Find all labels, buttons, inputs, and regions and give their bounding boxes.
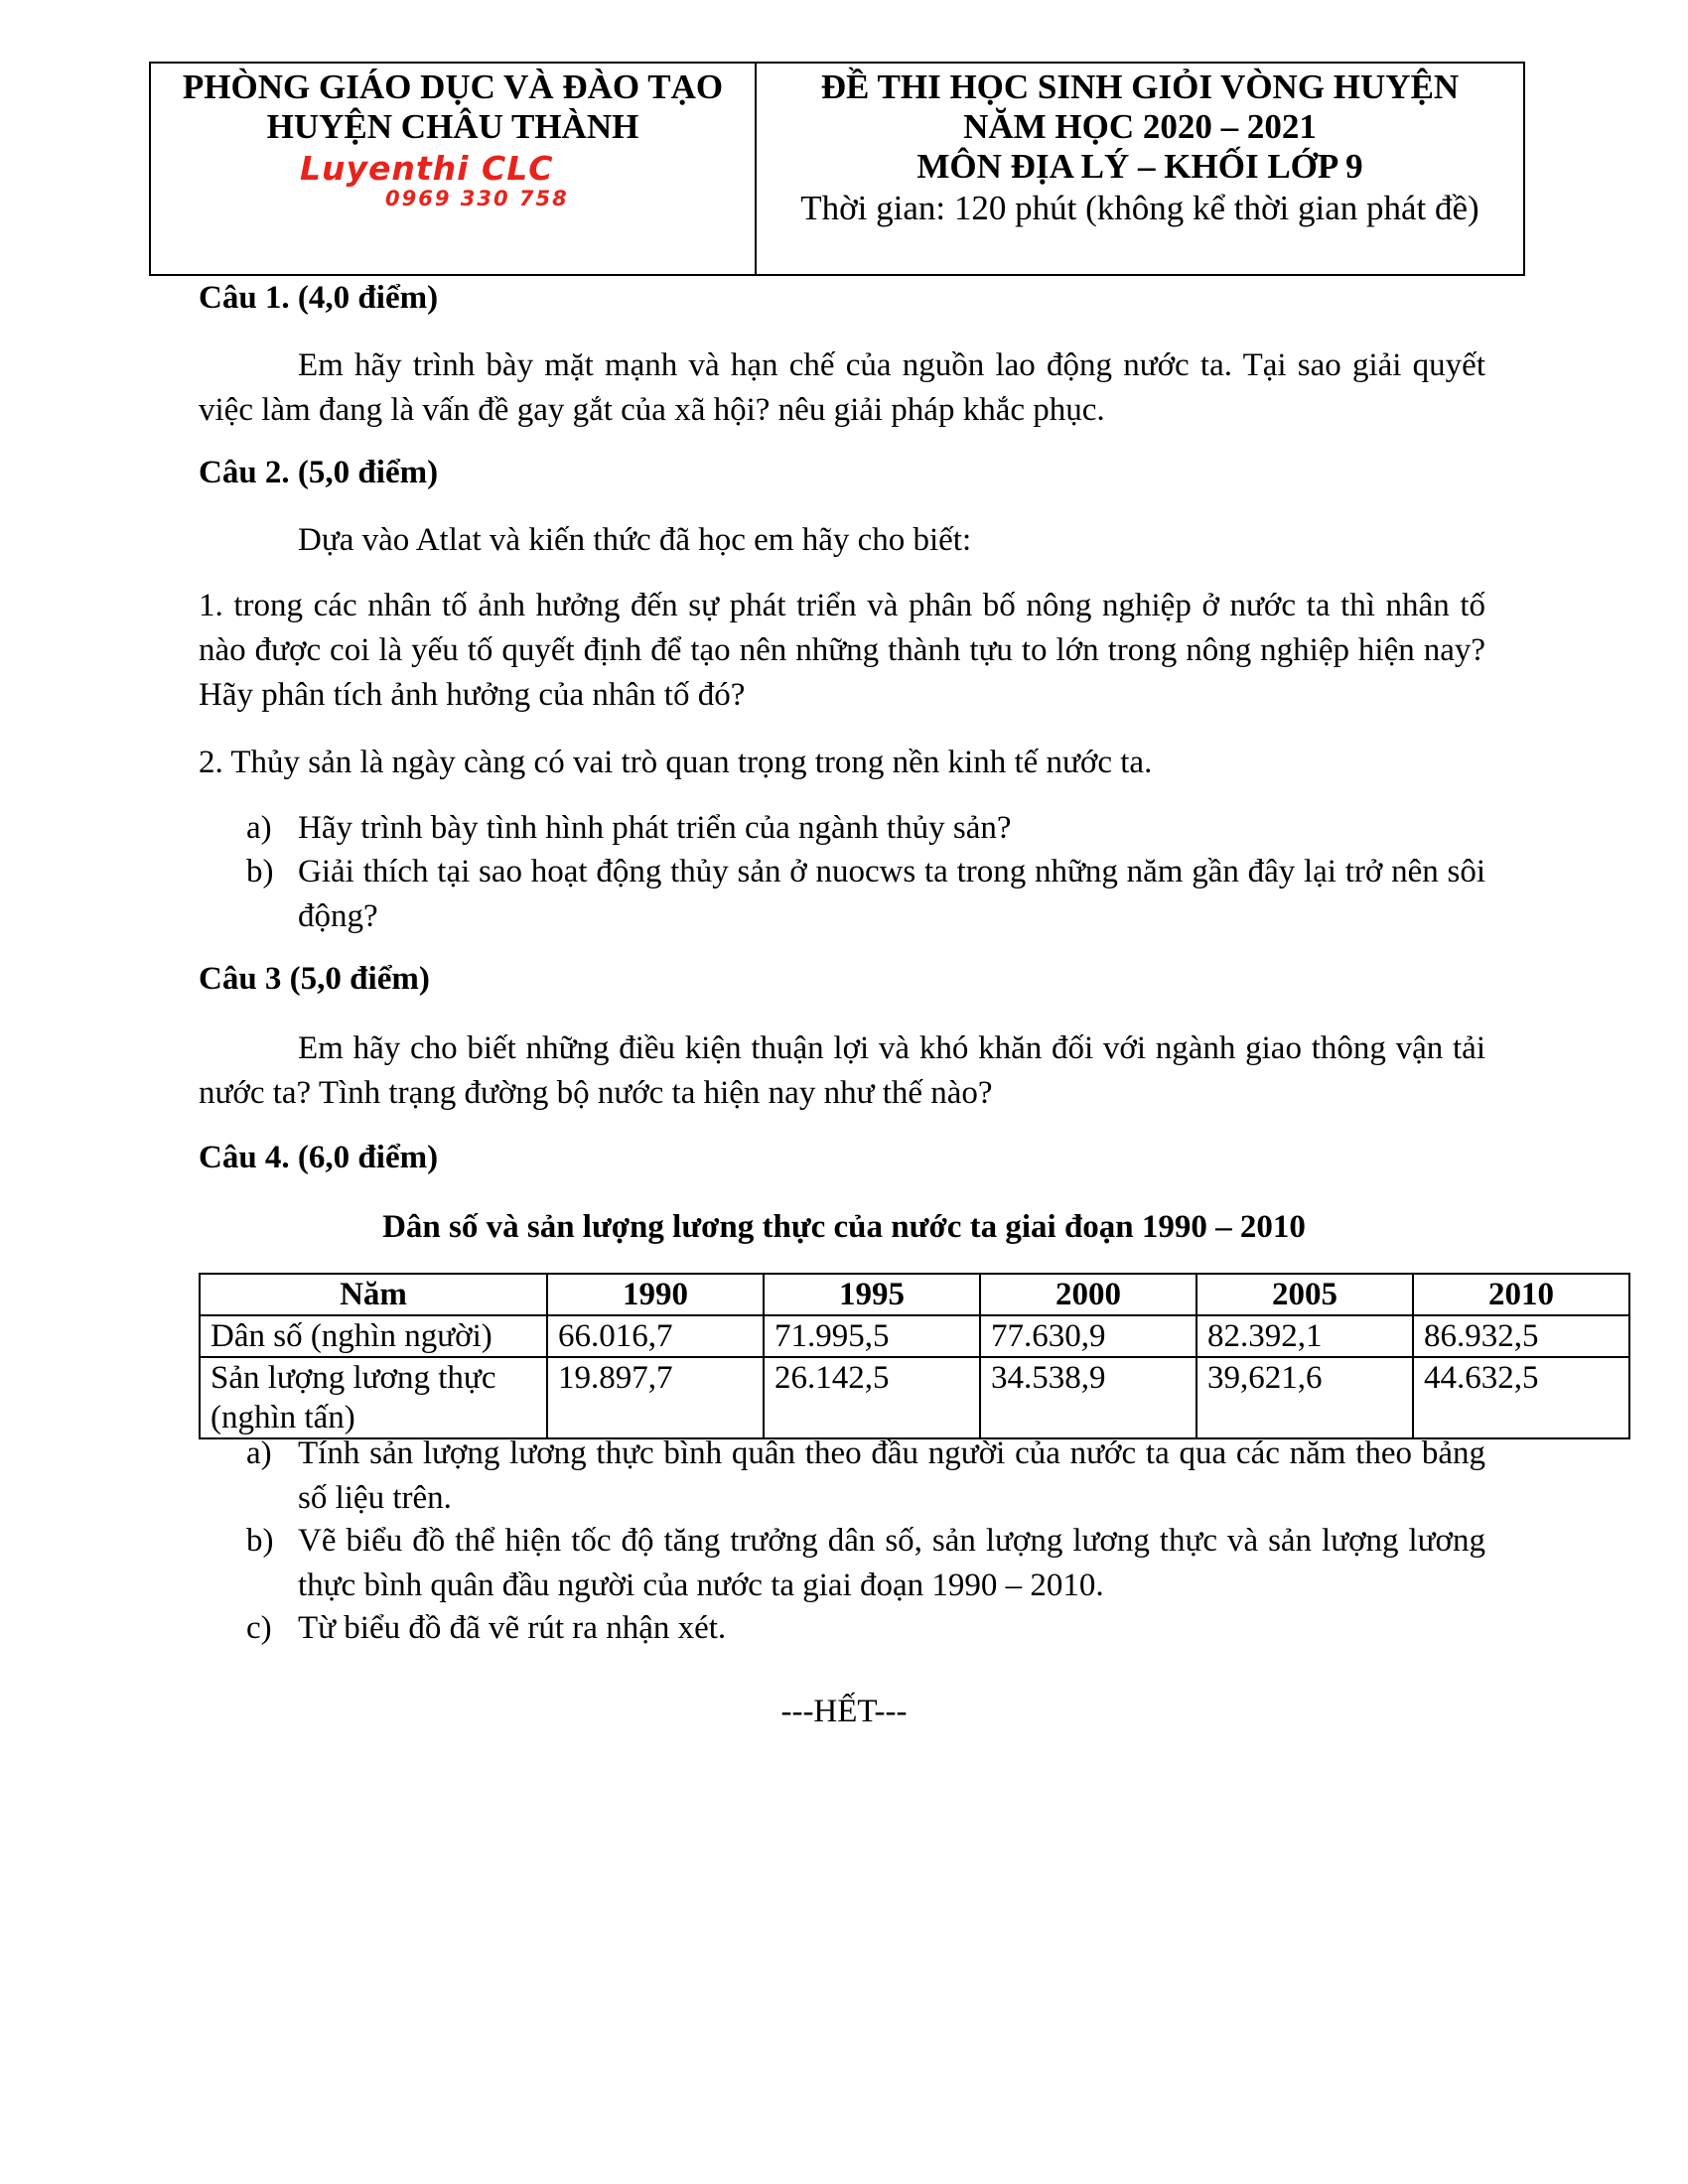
header-2000: 2000 (980, 1274, 1196, 1315)
q2-title: Câu 2. (5,0 điểm) (199, 455, 439, 490)
q4-b-text: Vẽ biểu đồ thể hiện tốc độ tăng trưởng dân số, sản lượng lương thực và sản lượng lương thực bình quân đầu người của nước ta giai đoạn 1990 – 2010. (298, 1523, 1485, 1603)
q1-text: Em hãy trình bày mặt mạnh và hạn chế của nguồn lao động nước ta. Tại sao giải quyết việc làm đang là vấn đề gay gắt của xã hội? nêu giải pháp khắc phục. (199, 347, 1485, 428)
exam-duration: Thời gian: 120 phút (không kể thời gian phát đề) (800, 189, 1479, 227)
population-food-table (199, 1273, 1630, 1439)
q2-item-a (246, 806, 1485, 851)
luyenthi-logo (151, 147, 755, 216)
table-cell: 34.538,9 (980, 1357, 1196, 1438)
end-mark: ---HẾT--- (780, 1694, 908, 1729)
q4-a-label: a) (246, 1435, 272, 1471)
q2-b-text: Giải thích tại sao hoạt động thủy sản ở nuocws ta trong những năm gần đây lại trở nên sôi động? (298, 854, 1485, 934)
table-cell: 44.632,5 (1413, 1357, 1629, 1438)
table-cell: 86.932,5 (1413, 1315, 1629, 1357)
q4-item-c (246, 1606, 1485, 1651)
q4-c-label: c) (246, 1610, 272, 1646)
q4-item-b (246, 1519, 1485, 1608)
row-label: Sản lượng lương thực (nghìn tấn) (200, 1357, 547, 1438)
q4-b-label: b) (246, 1523, 274, 1559)
table-title: Dân số và sản lượng lương thực của nước ta giai đoạn 1990 – 2010 (382, 1209, 1306, 1245)
subject-grade: MÔN ĐỊA LÝ – KHỐI LỚP 9 (916, 147, 1363, 186)
q2-b-label: b) (246, 854, 274, 889)
table-row (200, 1315, 1629, 1357)
header-2010: 2010 (1413, 1274, 1629, 1315)
table-cell: 66.016,7 (547, 1315, 764, 1357)
exam-title: ĐỀ THI HỌC SINH GIỎI VÒNG HUYỆN (820, 68, 1460, 106)
school-year: NĂM HỌC 2020 – 2021 (963, 107, 1317, 146)
q3-text: Em hãy cho biết những điều kiện thuận lợi và khó khăn đối với ngành giao thông vận tải nước ta? Tình trạng đường bộ nước ta hiện nay như thế nào? (199, 1030, 1485, 1111)
exam-header (149, 62, 1525, 276)
q4-item-a (246, 1432, 1485, 1521)
header-right-cell (757, 64, 1523, 274)
header-2005: 2005 (1196, 1274, 1413, 1315)
district-name: HUYỆN CHÂU THÀNH (266, 107, 639, 146)
q2-part2: 2. Thủy sản là ngày càng có vai trò quan trọng trong nền kinh tế nước ta. (199, 745, 1153, 780)
department-name: PHÒNG GIÁO DỤC VÀ ĐÀO TẠO (182, 68, 724, 106)
table-cell: 82.392,1 (1196, 1315, 1413, 1357)
header-year: Năm (200, 1274, 547, 1315)
q3-title: Câu 3 (5,0 điểm) (199, 961, 430, 997)
q4-c-text: Từ biểu đồ đã vẽ rút ra nhận xét. (298, 1610, 727, 1646)
q1-title: Câu 1. (4,0 điểm) (199, 280, 439, 316)
q2-a-label: a) (246, 810, 272, 846)
q2-part1: 1. trong các nhân tố ảnh hưởng đến sự phát triển và phân bố nông nghiệp ở nước ta thì nhân tố nào được coi là yếu tố quyết định để tạo nên những thành tựu to lớn trong nông nghiệp hiện nay? Hãy phân tích ảnh hưởng của nhân tố đó? (199, 588, 1485, 713)
header-1990: 1990 (547, 1274, 764, 1315)
q2-a-text: Hãy trình bày tình hình phát triển của ngành thủy sản? (298, 810, 1012, 846)
logo-phone: 0969 330 758 (385, 187, 569, 210)
table-cell: 39,621,6 (1196, 1357, 1413, 1438)
row-label: Dân số (nghìn người) (200, 1315, 547, 1357)
header-1995: 1995 (764, 1274, 980, 1315)
table-cell: 26.142,5 (764, 1357, 980, 1438)
table-cell: 77.630,9 (980, 1315, 1196, 1357)
table-cell: 19.897,7 (547, 1357, 764, 1438)
q2-item-b (246, 850, 1485, 939)
logo-text: Luyenthi CLC (300, 149, 554, 188)
table-header-row (200, 1274, 1629, 1315)
table-row (200, 1357, 1629, 1438)
header-left-cell (151, 64, 757, 274)
table-cell: 71.995,5 (764, 1315, 980, 1357)
q4-title: Câu 4. (6,0 điểm) (199, 1140, 439, 1175)
q2-intro: Dựa vào Atlat và kiến thức đã học em hãy cho biết: (298, 522, 972, 558)
q4-a-text: Tính sản lượng lương thực bình quân theo đầu người của nước ta qua các năm theo bảng số liệu trên. (298, 1435, 1485, 1516)
